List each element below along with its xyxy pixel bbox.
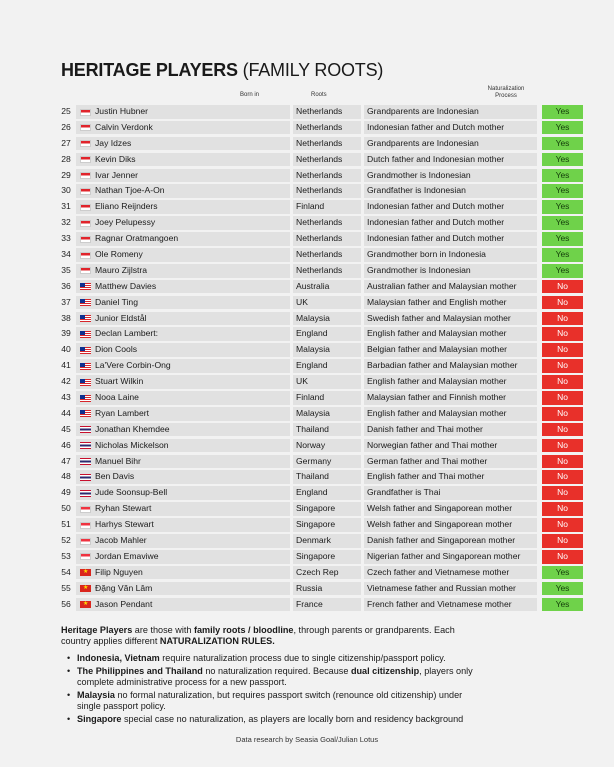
player-name-text: Jonathan Khemdee <box>95 423 170 434</box>
table-row <box>57 247 570 263</box>
naturalization-badge: No <box>542 327 583 341</box>
intro-bold-2: family roots / bloodline <box>193 625 294 635</box>
born-in-cell: Russia <box>293 582 361 596</box>
born-in-cell: Thailand <box>293 423 361 437</box>
player-number: 27 <box>61 137 71 148</box>
my-flag-icon <box>80 363 91 370</box>
player-name-text: Manuel Bihr <box>95 455 141 466</box>
roots-cell: French father and Vietnamese mother <box>364 598 537 612</box>
table-row <box>57 183 570 199</box>
table-row <box>57 501 568 517</box>
table-row <box>57 374 568 390</box>
roots-cell: English father and Malaysian mother <box>364 375 537 389</box>
naturalization-badge: No <box>542 502 583 516</box>
player-name <box>76 486 290 500</box>
page-title <box>61 60 383 81</box>
player-number: 34 <box>61 249 71 260</box>
th-flag-icon <box>80 458 91 465</box>
naturalization-badge: Yes <box>542 121 583 135</box>
player-number: 36 <box>61 280 71 291</box>
player-number: 39 <box>61 328 71 339</box>
table-row <box>57 581 570 597</box>
note-3-bold: Malaysia <box>77 690 115 700</box>
th-flag-icon <box>80 474 91 481</box>
vn-flag-icon <box>80 569 91 576</box>
player-number: 41 <box>61 360 71 371</box>
naturalization-badge: No <box>542 312 583 326</box>
naturalization-badge: Yes <box>542 184 583 198</box>
roots-cell: Indonesian father and Dutch mother <box>364 216 537 230</box>
table-row <box>57 390 568 406</box>
born-in-cell: England <box>293 486 361 500</box>
player-number: 47 <box>61 455 71 466</box>
id-flag-icon <box>80 140 91 147</box>
roots-cell: Indonesian father and Dutch mother <box>364 121 537 135</box>
player-name <box>76 470 290 484</box>
player-name-text: Stuart Wilkin <box>95 376 144 387</box>
born-in-cell: Netherlands <box>293 184 361 198</box>
player-name-text: Đặng Văn Lâm <box>95 582 153 593</box>
id-flag-icon <box>80 156 91 163</box>
born-in-cell: Malaysia <box>293 343 361 357</box>
roots-cell: Dutch father and Indonesian mother <box>364 153 537 167</box>
naturalization-badge: No <box>542 280 583 294</box>
player-name <box>76 200 290 214</box>
id-flag-icon <box>80 220 91 227</box>
vn-flag-icon <box>80 601 91 608</box>
players-table <box>57 104 570 613</box>
sg-flag-icon <box>80 538 91 545</box>
roots-cell: English father and Malaysian mother <box>364 327 537 341</box>
player-number: 32 <box>61 217 71 228</box>
player-number: 55 <box>61 582 71 593</box>
player-name-text: Kevin Diks <box>95 153 136 164</box>
player-number: 28 <box>61 153 71 164</box>
player-name <box>76 455 290 469</box>
table-row <box>57 136 570 152</box>
player-number: 25 <box>61 106 71 116</box>
born-in-cell: Thailand <box>293 470 361 484</box>
table-row <box>57 358 568 374</box>
notes-section <box>61 625 481 727</box>
id-flag-icon <box>80 124 91 131</box>
naturalization-badge: Yes <box>542 232 583 246</box>
player-name <box>76 391 290 405</box>
born-in-cell: Netherlands <box>293 169 361 183</box>
born-in-cell: Singapore <box>293 550 361 564</box>
player-number: 46 <box>61 439 71 450</box>
born-in-cell: Malaysia <box>293 407 361 421</box>
player-name <box>76 264 290 278</box>
born-in-cell: Germany <box>293 455 361 469</box>
my-flag-icon <box>80 379 91 386</box>
title-bold: HERITAGE PLAYERS <box>61 60 238 80</box>
player-name-text: Harhys Stewart <box>95 519 154 530</box>
player-number: 51 <box>61 519 71 530</box>
header-born-in: Born in <box>240 92 260 98</box>
born-in-cell: Czech Rep <box>293 566 361 580</box>
player-name <box>76 423 290 437</box>
naturalization-badge: No <box>542 486 583 500</box>
player-name <box>76 327 290 341</box>
roots-cell: Welsh father and Singaporean mother <box>364 502 537 516</box>
player-number: 44 <box>61 407 71 418</box>
player-name <box>76 518 290 532</box>
player-name <box>76 137 290 151</box>
born-in-cell: Netherlands <box>293 121 361 135</box>
born-in-cell: Netherlands <box>293 137 361 151</box>
table-row <box>57 533 568 549</box>
intro-text-1: are those with <box>132 625 194 635</box>
player-name <box>76 280 290 294</box>
roots-cell: Norwegian father and Thai mother <box>364 439 537 453</box>
table-row <box>57 454 568 470</box>
roots-cell: Welsh father and Singaporean mother <box>364 518 537 532</box>
title-light: (FAMILY ROOTS) <box>237 60 384 80</box>
player-number: 54 <box>61 566 71 577</box>
table-row <box>57 231 570 247</box>
intro-bold-3: NATURALIZATION RULES. <box>159 636 275 646</box>
born-in-cell: Finland <box>293 391 361 405</box>
player-number: 52 <box>61 535 71 546</box>
intro-bold-1: Heritage Players <box>61 625 133 635</box>
naturalization-badge: No <box>542 296 583 310</box>
note-2-text: no naturalization required. Because <box>202 666 351 676</box>
player-number: 42 <box>61 376 71 387</box>
player-number: 35 <box>61 264 71 275</box>
player-name-text: Joey Pelupessy <box>95 217 156 228</box>
naturalization-badge: No <box>542 423 583 437</box>
born-in-cell: Netherlands <box>293 216 361 230</box>
player-name <box>76 248 290 262</box>
roots-cell: German father and Thai mother <box>364 455 537 469</box>
player-number: 33 <box>61 233 71 244</box>
table-row <box>57 326 568 342</box>
roots-cell: Indonesian father and Dutch mother <box>364 232 537 246</box>
table-row <box>57 422 568 438</box>
table-row <box>57 311 568 327</box>
player-name <box>76 439 290 453</box>
note-4-bold: Singapore <box>77 714 122 724</box>
player-name-text: Ben Davis <box>95 471 135 482</box>
roots-cell: Grandparents are Indonesian <box>364 137 537 151</box>
footer-credit: Data research by Seasia Goal/Julian Lotus <box>235 735 379 744</box>
naturalization-badge: Yes <box>542 169 583 183</box>
born-in-cell: UK <box>293 296 361 310</box>
table-row <box>57 342 568 358</box>
naturalization-badge: No <box>542 470 583 484</box>
player-name-text: Ryan Lambert <box>95 407 149 418</box>
player-number: 48 <box>61 471 71 482</box>
naturalization-badge: Yes <box>542 105 583 119</box>
roots-cell: Malaysian father and Finnish mother <box>364 391 537 405</box>
player-name-text: Mauro Zijlstra <box>95 264 148 275</box>
player-name-text: Calvin Verdonk <box>95 121 153 132</box>
naturalization-badge: Yes <box>542 566 583 580</box>
id-flag-icon <box>80 267 91 274</box>
born-in-cell: Singapore <box>293 502 361 516</box>
sg-flag-icon <box>80 553 91 560</box>
roots-cell: Swedish father and Malaysian mother <box>364 312 537 326</box>
note-2-bold-2: dual citizenship <box>350 666 420 676</box>
player-name <box>76 216 290 230</box>
th-flag-icon <box>80 490 91 497</box>
table-row <box>57 295 568 311</box>
th-flag-icon <box>80 426 91 433</box>
player-number: 40 <box>61 344 71 355</box>
note-3-text: no formal naturalization, but requires passport switch (renounce old citizenship) under single passport policy. <box>77 690 463 711</box>
roots-cell: Danish father and Thai mother <box>364 423 537 437</box>
sg-flag-icon <box>80 522 91 529</box>
id-flag-icon <box>80 188 91 195</box>
player-name-text: Nathan Tjoe-A-On <box>95 185 165 196</box>
player-name-text: Jason Pendant <box>95 598 153 609</box>
player-name-text: Jude Soonsup-Bell <box>95 487 168 498</box>
roots-cell: Nigerian father and Singaporean mother <box>364 550 537 564</box>
roots-cell: Barbadian father and Malaysian mother <box>364 359 537 373</box>
player-name-text: Justin Hubner <box>95 106 149 116</box>
born-in-cell: Netherlands <box>293 232 361 246</box>
naturalization-badge: Yes <box>542 153 583 167</box>
note-1-text: require naturalization process due to single citizenship/passport policy. <box>159 653 446 663</box>
born-in-cell: Netherlands <box>293 264 361 278</box>
naturalization-badge: No <box>542 391 583 405</box>
id-flag-icon <box>80 252 91 259</box>
roots-cell: Indonesian father and Dutch mother <box>364 200 537 214</box>
player-number: 29 <box>61 169 71 180</box>
born-in-cell: Netherlands <box>293 105 361 119</box>
roots-cell: Grandfather is Thai <box>364 486 537 500</box>
player-name <box>76 184 290 198</box>
roots-cell: Malaysian father and English mother <box>364 296 537 310</box>
table-row <box>57 199 570 215</box>
naturalization-badge: Yes <box>542 582 583 596</box>
my-flag-icon <box>80 410 91 417</box>
player-name <box>76 566 290 580</box>
born-in-cell: Denmark <box>293 534 361 548</box>
player-number: 26 <box>61 121 71 132</box>
player-name <box>76 121 290 135</box>
my-flag-icon <box>80 347 91 354</box>
born-in-cell: Netherlands <box>293 153 361 167</box>
roots-cell: Grandparents are Indonesian <box>364 105 537 119</box>
player-name <box>76 153 290 167</box>
table-row <box>57 517 568 533</box>
player-name <box>76 582 290 596</box>
naturalization-badge: Yes <box>542 248 583 262</box>
naturalization-badge: No <box>542 375 583 389</box>
player-name-text: Nooa Laine <box>95 392 139 403</box>
roots-cell: Grandfather is Indonesian <box>364 184 537 198</box>
player-name <box>76 296 290 310</box>
note-philippines-thailand <box>61 666 481 688</box>
note-malaysia <box>61 690 481 712</box>
born-in-cell: Australia <box>293 280 361 294</box>
roots-cell: Australian father and Malaysian mother <box>364 280 537 294</box>
player-name-text: Matthew Davies <box>95 280 157 291</box>
table-row <box>57 104 570 120</box>
naturalization-badge: Yes <box>542 200 583 214</box>
player-name-text: Filip Nguyen <box>95 566 143 577</box>
table-row <box>57 279 568 295</box>
table-row <box>57 469 568 485</box>
roots-cell: Czech father and Vietnamese mother <box>364 566 537 580</box>
roots-cell: Belgian father and Malaysian mother <box>364 343 537 357</box>
my-flag-icon <box>80 395 91 402</box>
player-name <box>76 312 290 326</box>
naturalization-badge: No <box>542 407 583 421</box>
roots-cell: Grandmother is Indonesian <box>364 169 537 183</box>
player-name <box>76 534 290 548</box>
player-name <box>76 550 290 564</box>
player-name <box>76 232 290 246</box>
born-in-cell: Netherlands <box>293 248 361 262</box>
born-in-cell: Norway <box>293 439 361 453</box>
table-row <box>57 263 570 279</box>
notes-intro <box>61 625 481 647</box>
born-in-cell: France <box>293 598 361 612</box>
player-number: 38 <box>61 312 71 323</box>
born-in-cell: UK <box>293 375 361 389</box>
player-name-text: Declan Lambert: <box>95 328 159 339</box>
my-flag-icon <box>80 315 91 322</box>
player-name-text: Ivar Jenner <box>95 169 138 180</box>
player-name-text: Nicholas Mickelson <box>95 439 169 450</box>
player-name-text: Ryhan Stewart <box>95 503 152 514</box>
header-roots: Roots <box>311 92 327 98</box>
note-4-text: special case no naturalization, as players are locally born and residency background <box>121 714 464 724</box>
id-flag-icon <box>80 236 91 243</box>
player-number: 56 <box>61 598 71 609</box>
born-in-cell: England <box>293 359 361 373</box>
naturalization-badge: No <box>542 534 583 548</box>
player-name <box>76 375 290 389</box>
naturalization-badge: No <box>542 359 583 373</box>
born-in-cell: Finland <box>293 200 361 214</box>
note-indonesia-vietnam <box>61 653 481 664</box>
player-name-text: La'Vere Corbin-Ong <box>95 360 171 371</box>
player-name <box>76 407 290 421</box>
player-name <box>76 169 290 183</box>
my-flag-icon <box>80 299 91 306</box>
naturalization-badge: No <box>542 518 583 532</box>
player-number: 53 <box>61 550 71 561</box>
player-name-text: Jacob Mahler <box>95 535 147 546</box>
player-number: 30 <box>61 185 71 196</box>
player-name-text: Eliano Reijnders <box>95 201 158 212</box>
player-name <box>76 502 290 516</box>
player-name-text: Jay Idzes <box>95 137 132 148</box>
born-in-cell: Malaysia <box>293 312 361 326</box>
naturalization-badge: No <box>542 343 583 357</box>
player-name-text: Ole Romeny <box>95 249 143 260</box>
th-flag-icon <box>80 442 91 449</box>
roots-cell: Danish father and Singaporean mother <box>364 534 537 548</box>
naturalization-badge: Yes <box>542 264 583 278</box>
player-name <box>76 359 290 373</box>
notes-list <box>61 653 481 725</box>
born-in-cell: England <box>293 327 361 341</box>
table-row <box>57 120 570 136</box>
table-row <box>57 438 568 454</box>
player-name-text: Junior Eldstål <box>95 312 147 323</box>
roots-cell: Grandmother born in Indonesia <box>364 248 537 262</box>
naturalization-badge: Yes <box>542 598 583 612</box>
table-row <box>57 597 570 613</box>
player-number: 50 <box>61 503 71 514</box>
player-number: 31 <box>61 201 71 212</box>
note-2-bold: The Philippines and Thailand <box>77 666 203 676</box>
player-number: 43 <box>61 392 71 403</box>
naturalization-badge: No <box>542 439 583 453</box>
table-row <box>57 485 568 501</box>
my-flag-icon <box>80 331 91 338</box>
sg-flag-icon <box>80 506 91 513</box>
table-row <box>57 406 568 422</box>
table-row <box>57 565 570 581</box>
roots-cell: Vietnamese father and Russian mother <box>364 582 537 596</box>
player-number: 49 <box>61 487 71 498</box>
player-name-text: Ragnar Oratmangoen <box>95 233 179 244</box>
roots-cell: English father and Malaysian mother <box>364 407 537 421</box>
table-row <box>57 215 570 231</box>
id-flag-icon <box>80 204 91 211</box>
player-name-text: Jordan Emaviwe <box>95 550 159 561</box>
vn-flag-icon <box>80 585 91 592</box>
id-flag-icon <box>80 172 91 179</box>
header-naturalization: Naturalization Process <box>487 86 525 99</box>
note-1-bold: Indonesia, Vietnam <box>77 653 160 663</box>
naturalization-badge: No <box>542 455 583 469</box>
intro-text-2: , through parents or grandparents. Each country applies different <box>61 625 455 646</box>
player-name-text: Dion Cools <box>95 344 138 355</box>
note-singapore <box>61 714 481 725</box>
player-name <box>76 598 290 612</box>
naturalization-badge: No <box>542 550 583 564</box>
naturalization-badge: Yes <box>542 137 583 151</box>
born-in-cell: Singapore <box>293 518 361 532</box>
player-number: 45 <box>61 423 71 434</box>
table-row <box>57 549 568 565</box>
roots-cell: English father and Thai mother <box>364 470 537 484</box>
table-row <box>57 168 570 184</box>
player-name <box>76 105 290 119</box>
roots-cell: Grandmother is Indonesian <box>364 264 537 278</box>
note-2-text-2: , players only complete administrative process for a new passport. <box>77 666 473 687</box>
naturalization-badge: Yes <box>542 216 583 230</box>
id-flag-icon <box>80 109 91 116</box>
table-row <box>57 152 570 168</box>
player-name-text: Daniel Ting <box>95 296 138 307</box>
my-flag-icon <box>80 283 91 290</box>
player-name <box>76 343 290 357</box>
player-number: 37 <box>61 296 71 307</box>
